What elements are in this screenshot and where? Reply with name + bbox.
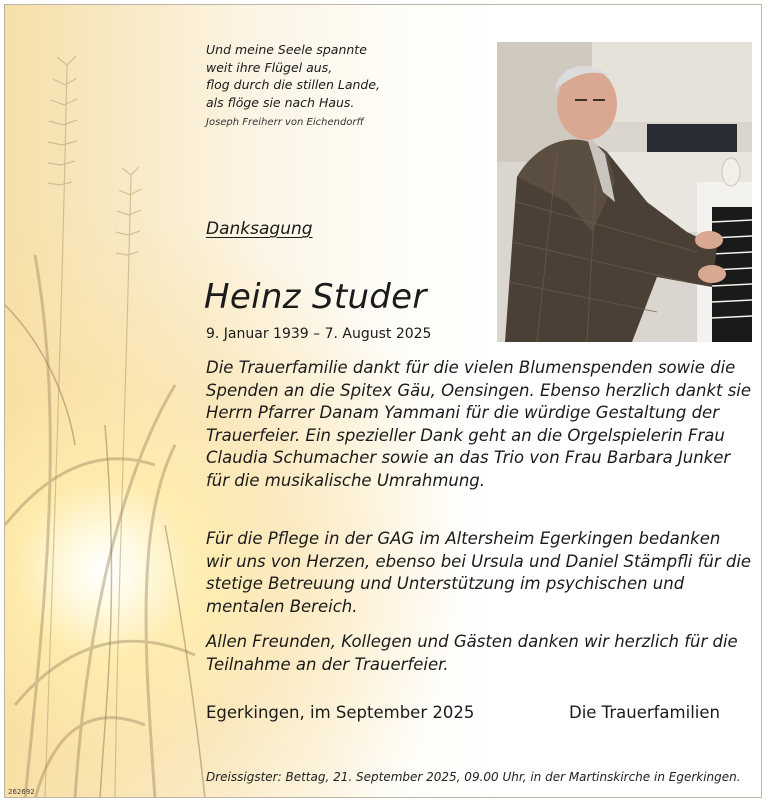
friends-paragraph (206, 631, 756, 676)
poem (206, 41, 380, 111)
text-line: für die musikalische Umrahmung. (206, 470, 486, 490)
text-line: Teilnahme an der Trauerfeier. (206, 654, 449, 674)
text-line: mentalen Bereich. (206, 596, 358, 616)
text-line: Herrn Pfarrer Danam Yammani für die würdige Gestaltung der (206, 403, 719, 423)
deceased-name: Heinz Studer (204, 277, 427, 317)
life-dates: 9. Januar 1939 – 7. August 2025 (206, 326, 432, 342)
text-line: Für die Pflege in der GAG im Altersheim Egerkingen bedanken (206, 529, 721, 548)
death-notice-card (4, 4, 762, 798)
text-line: stetige Betreuung und Unterstützung im psychischen und (206, 574, 685, 594)
portrait-photo (497, 42, 752, 342)
poem-line: als flöge sie nach Haus. (206, 94, 355, 110)
memorial-service-info: Dreissigster: Bettag, 21. September 2025, 09.00 Uhr, in der Martinskirche in Egerkingen. (206, 770, 741, 784)
text-line: Trauerfeier. Ein spezieller Dank geht an die Orgelspielerin Frau (206, 425, 725, 445)
man-playing-piano-icon (497, 42, 752, 342)
thanks-paragraph (206, 357, 756, 493)
text-line: Die Trauerfamilie dankt für die vielen Blumenspenden sowie die (206, 358, 736, 377)
poem-line: weit ihre Flügel aus, (206, 59, 333, 75)
ad-code: 262692 (8, 788, 35, 796)
poem-line: flog durch die stillen Lande, (206, 77, 381, 92)
text-line: Allen Freunden, Kollegen und Gästen danken wir herzlich für die (206, 632, 738, 651)
care-paragraph (206, 528, 756, 618)
signature: Die Trauerfamilien (569, 703, 720, 722)
place-date: Egerkingen, im September 2025 (206, 703, 475, 722)
poem-line: Und meine Seele spannte (206, 42, 367, 57)
notice-heading: Danksagung (206, 219, 313, 239)
poem-author: Joseph Freiherr von Eichendorff (206, 117, 364, 128)
text-line: wir uns von Herzen, ebenso bei Ursula und Daniel Stämpfli für die (206, 551, 752, 571)
text-line: Claudia Schumacher sowie an das Trio von Frau Barbara Junker (206, 448, 731, 468)
text-line: Spenden an die Spitex Gäu, Oensingen. Ebenso herzlich dankt sie (206, 380, 752, 400)
